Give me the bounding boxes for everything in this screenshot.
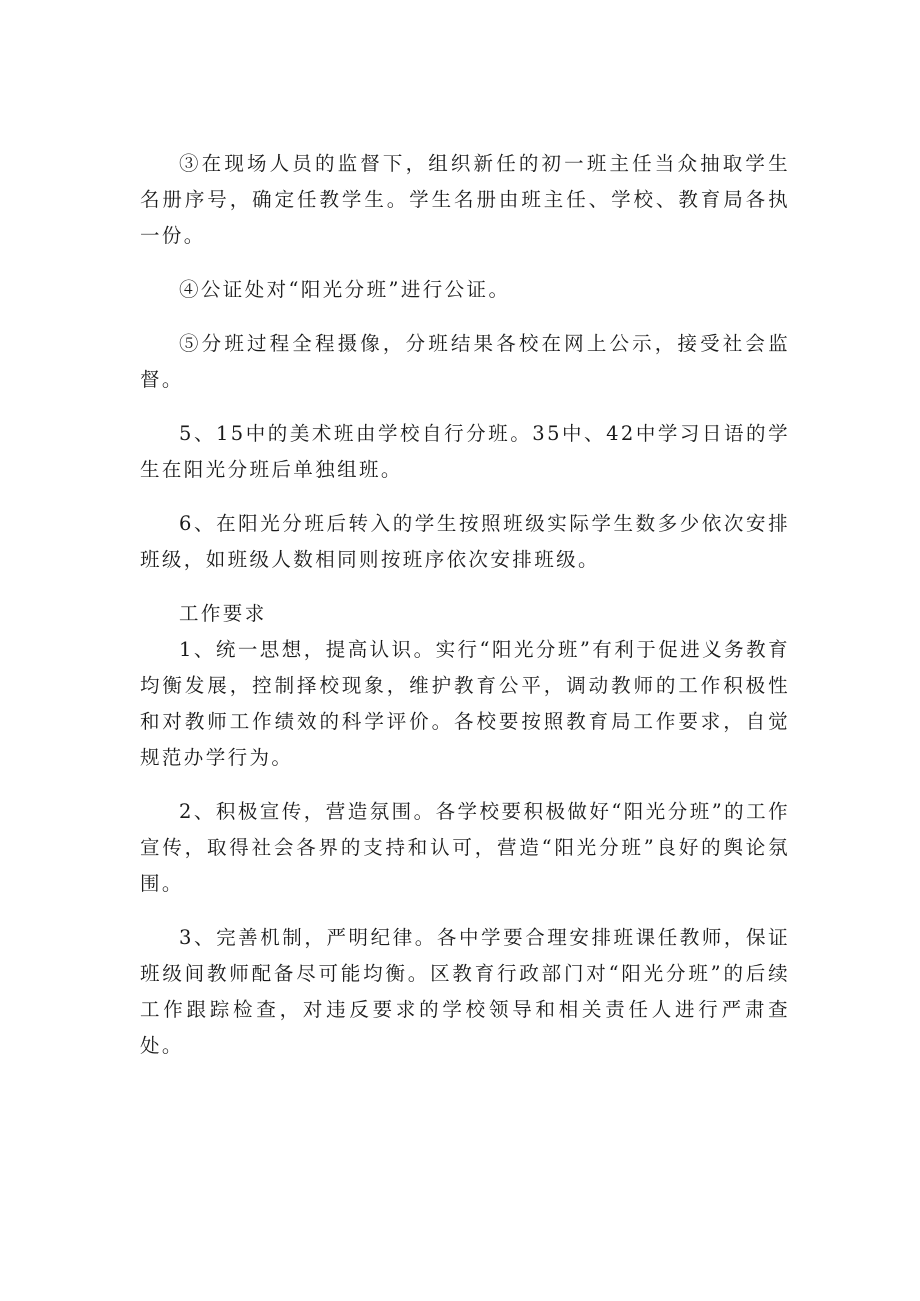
paragraph-item-5: 5、15中的美术班由学校自行分班。35中、42中学习日语的学生在阳光分班后单独组班。 bbox=[140, 422, 790, 481]
paragraph-item-6: 6、在阳光分班后转入的学生按照班级实际学生数多少依次安排班级，如班级人数相同则按班序依次安排班级。 bbox=[140, 512, 790, 571]
paragraph-step-5: ⑤分班过程全程摄像，分班结果各校在网上公示，接受社会监督。 bbox=[140, 332, 790, 391]
requirement-2: 2、积极宣传，营造氛围。各学校要积极做好“阳光分班”的工作宣传，取得社会各界的支持和认可，营造“阳光分班”良好的舆论氛围。 bbox=[140, 800, 790, 895]
requirement-1: 1、统一思想，提高认识。实行“阳光分班”有利于促进义务教育均衡发展，控制择校现象，维护教育公平，调动教师的工作积极性和对教师工作绩效的科学评价。各校要按照教育局工作要求，自觉规范办学行为。 bbox=[140, 638, 790, 769]
paragraph-step-4: ④公证处对“阳光分班”进行公证。 bbox=[179, 278, 511, 301]
document-body bbox=[140, 146, 790, 1064]
section-heading: 工作要求 bbox=[179, 602, 267, 625]
requirement-3: 3、完善机制，严明纪律。各中学要合理安排班课任教师，保证班级间教师配备尽可能均衡。区教育行政部门对“阳光分班”的后续工作跟踪检查，对违反要求的学校领导和相关责任人进行严肃查处。 bbox=[140, 926, 790, 1057]
paragraph-step-3: ③在现场人员的监督下，组织新任的初一班主任当众抽取学生名册序号，确定任教学生。学生名册由班主任、学校、教育局各执一份。 bbox=[140, 152, 790, 247]
